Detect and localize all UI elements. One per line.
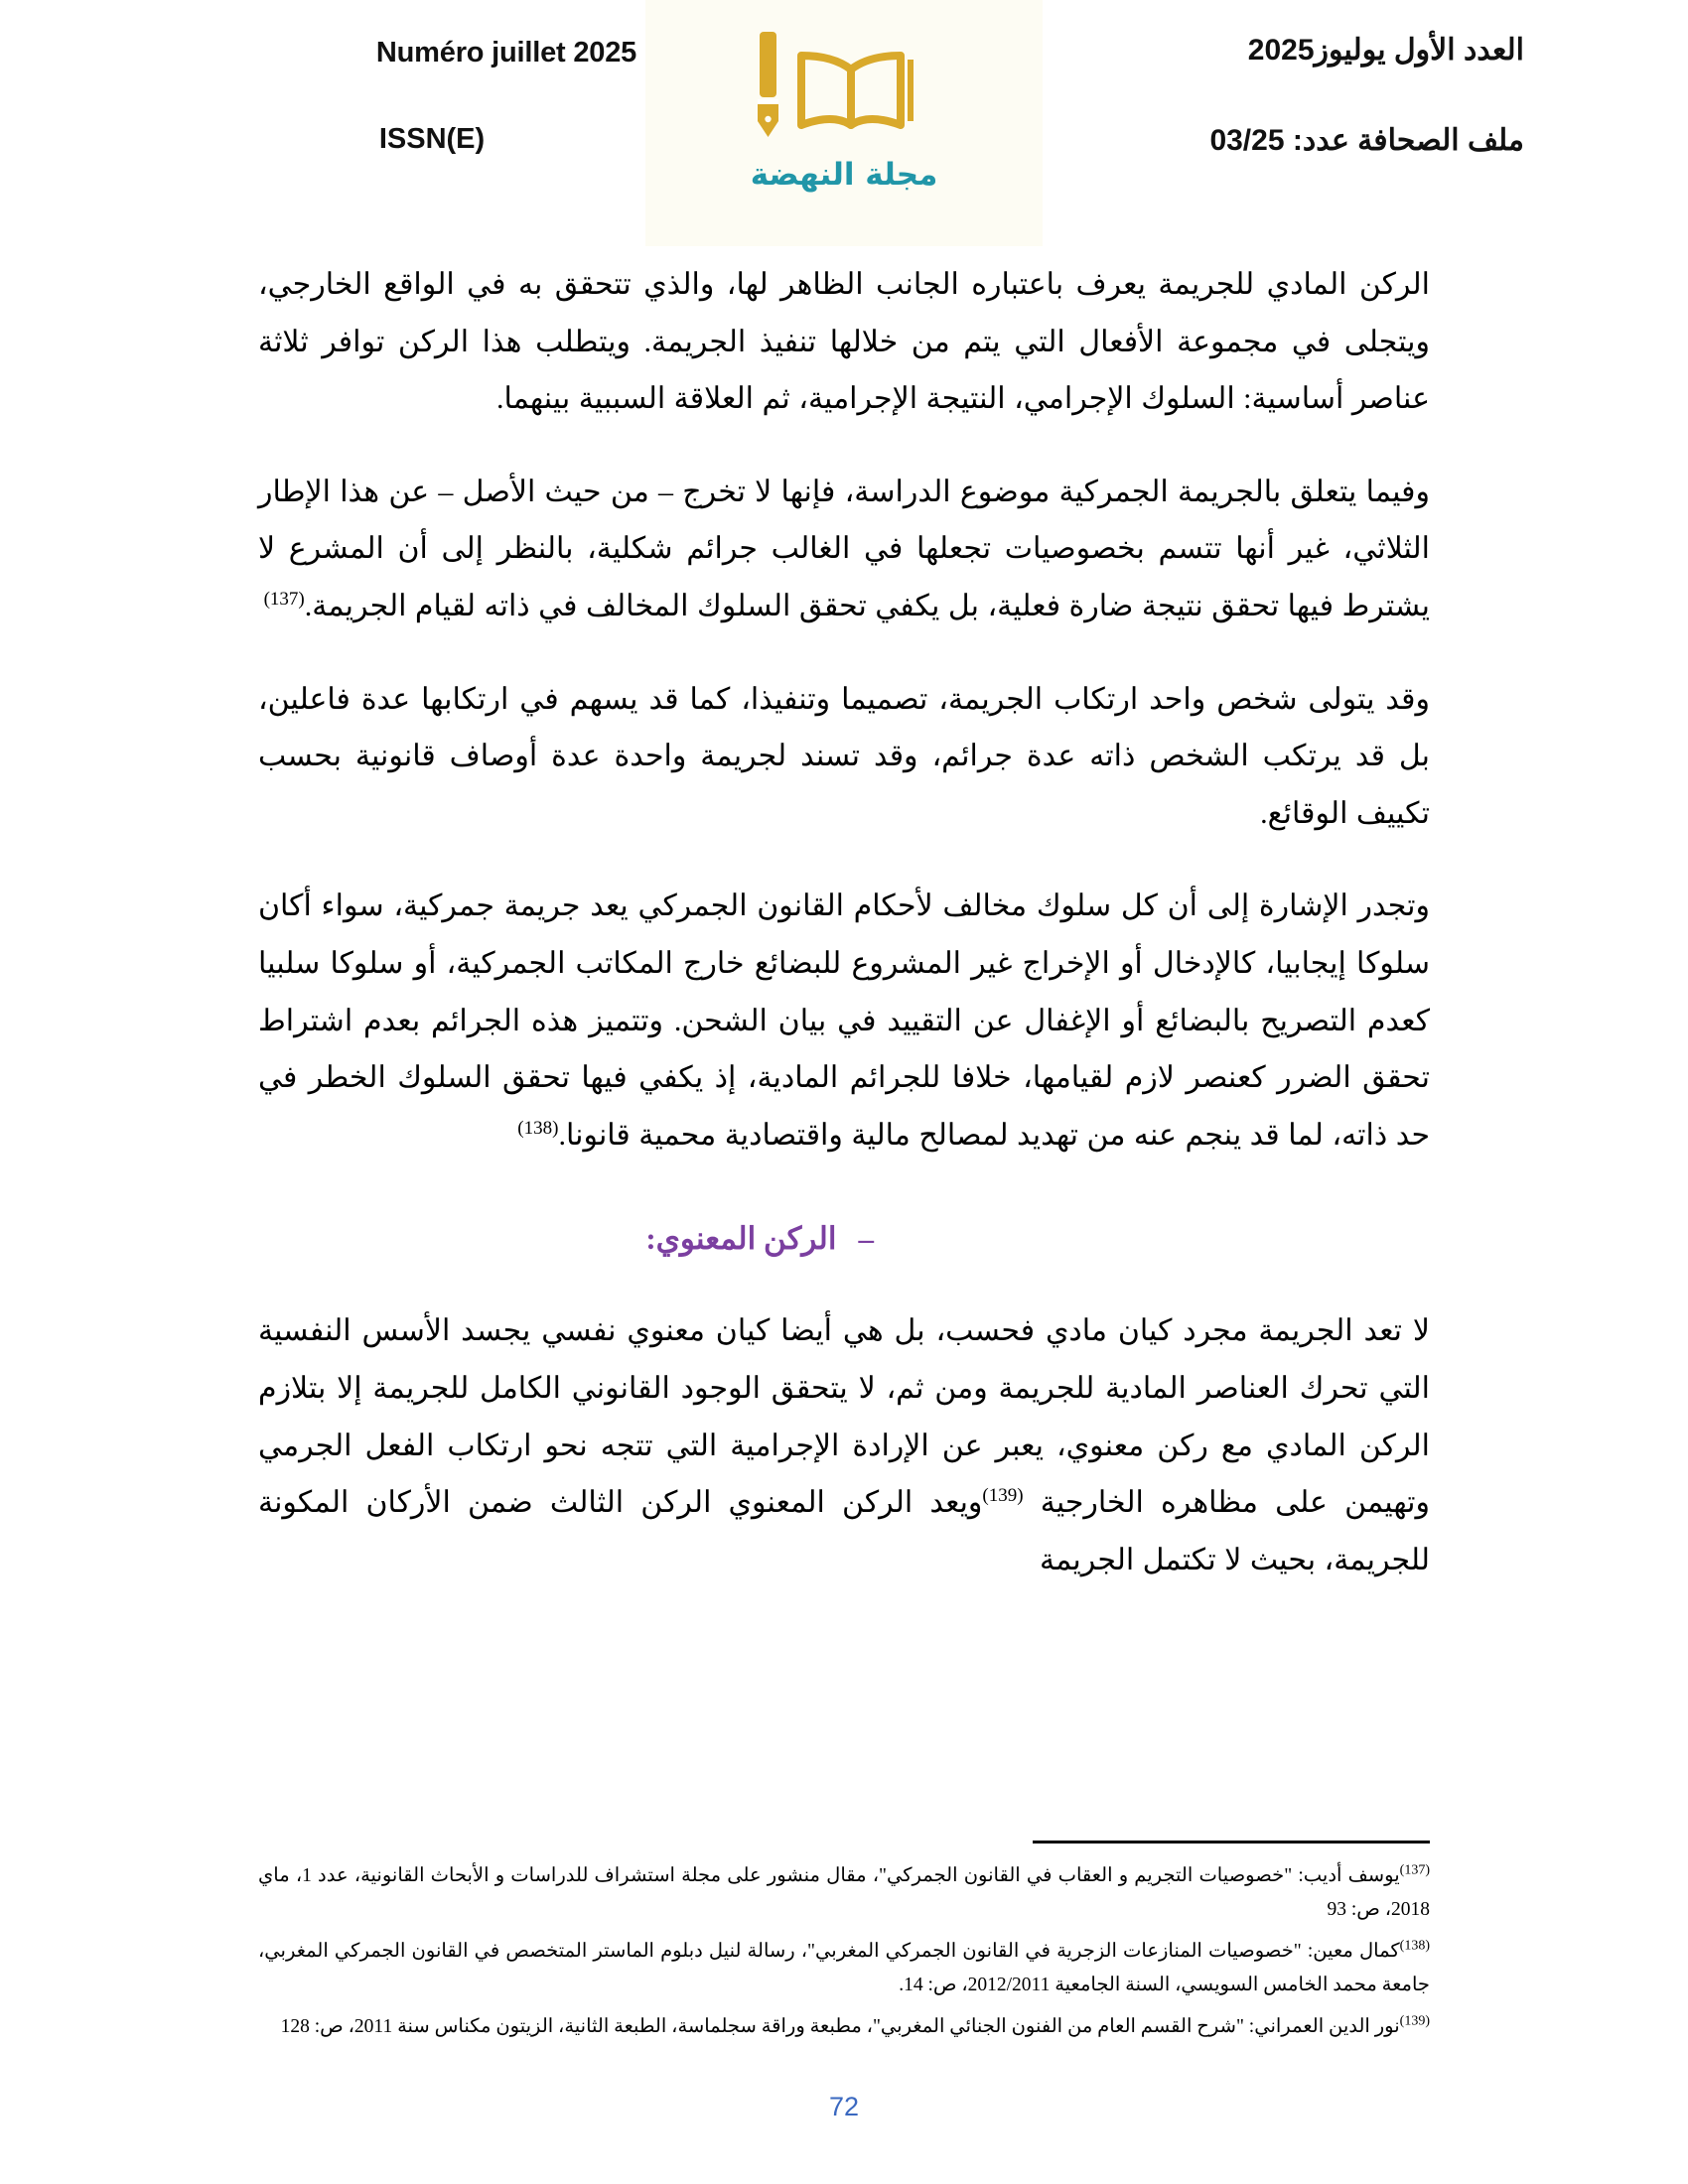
paragraph-1: الركن المادي للجريمة يعرف باعتباره الجانب الظاهر لها، والذي تتحقق به في الواقع الخارجي، ويتجلى في مجموعة الأفعال التي يتم من خلالها تنفيذ الجريمة. ويتطلب هذا الركن توافر ثلاثة عناصر أساسية: السلوك الإجرامي، النتيجة الإجرامية، ثم العلاقة السببية بينهما. bbox=[258, 268, 1430, 416]
header-file-number-arabic: ملف الصحافة عدد: 03/25 bbox=[1209, 124, 1524, 157]
page-header bbox=[0, 0, 1688, 246]
open-book-pen-icon bbox=[730, 26, 958, 155]
heading-label: الركن المعنوي: bbox=[645, 1221, 837, 1257]
logo-caption: مجلة النهضة bbox=[750, 157, 938, 193]
footnote-138 bbox=[258, 1935, 1430, 2001]
footnote-ref-139[interactable]: (139) bbox=[982, 1485, 1024, 1507]
footnote-ref-138[interactable]: (138) bbox=[517, 1117, 559, 1139]
footnote-137-text: يوسف أديب: "خصوصيات التجريم و العقاب في القانون الجمركي"، مقال منشور على مجلة استشراف للدراسات و الأبحاث القانونية، عدد 1، ماي 2018، ص: 93 bbox=[258, 1865, 1430, 1920]
footnote-ref-137[interactable]: (137) bbox=[263, 588, 305, 610]
header-right-block bbox=[1209, 34, 1524, 157]
header-issue-arabic: العدد الأول يوليوز2025 bbox=[1247, 34, 1524, 67]
footnote-138-mark: (138) bbox=[1399, 1938, 1430, 1954]
paragraph-4-text: وتجدر الإشارة إلى أن كل سلوك مخالف لأحكام القانون الجمركي يعد جريمة جمركية، سواء أكان سلوكا إيجابيا، كالإدخال أو الإخراج غير المشروع للبضائع خارج المكاتب الجمركية، أو سلوكا سلبيا كعدم التصريح بالبضائع أو الإغفال عن التقييد في بيان الشحن. وتتميز هذه الجرائم بعدم اشتراط تحقق الضرر كعنصر لازم لقيامها، خلافا للجرائم المادية، إذ يكفي فيها تحقق السلوك الخطر في حد ذاته، لما قد ينجم عنه من تهديد لمصالح مالية واقتصادية محمية قانونا. bbox=[258, 889, 1430, 1152]
header-issn-label: ISSN(E) bbox=[378, 123, 486, 156]
subsection-heading-moral-element bbox=[258, 1221, 1430, 1257]
paragraph-5 bbox=[258, 1302, 1430, 1588]
page-number: 72 bbox=[828, 2092, 860, 2121]
header-issue-latin: Numéro juillet 2025 bbox=[375, 37, 637, 68]
footnote-138-text: كمال معين: "خصوصيات المنازعات الزجرية في القانون الجمركي المغربي"، رسالة لنيل دبلوم الماستر المتخصص في القانون الجمركي المغربي، جامعة محمد الخامس السويسي، السنة الجامعية 2012/2011، ص: 14. bbox=[258, 1941, 1430, 1995]
paragraph-2 bbox=[258, 464, 1430, 635]
footnote-139-text: نور الدين العمراني: "شرح القسم العام من الفنون الجنائي المغربي"، مطبعة وراقة سجلماسة، الطبعة الثانية، الزيتون مكناس سنة 2011، ص: 128 bbox=[280, 2016, 1400, 2038]
footnote-137 bbox=[258, 1859, 1430, 1926]
paragraph-5-tail: ويعد الركن المعنوي الركن الثالث ضمن الأركان المكونة للجريمة، بحيث لا تكتمل الجريمة bbox=[258, 1486, 1430, 1576]
footnote-139 bbox=[258, 2010, 1430, 2044]
paragraph-3: وقد يتولى شخص واحد ارتكاب الجريمة، تصميما وتنفيذا، كما قد يسهم في ارتكابها عدة فاعلين، بل قد يرتكب الشخص ذاته عدة جرائم، وقد تسند لجريمة واحدة عدة أوصاف قانونية بحسب تكييف الوقائع. bbox=[258, 682, 1430, 830]
footnote-area bbox=[258, 1841, 1430, 2053]
paragraph-2-text: وفيما يتعلق بالجريمة الجمركية موضوع الدراسة، فإنها لا تخرج – من حيث الأصل – عن هذا الإطار الثلاثي، غير أنها تتسم بخصوصيات تجعلها في الغالب جرائم شكلية، بالنظر إلى أن المشرع لا يشترط فيها تحقق نتيجة ضارة فعلية، بل يكفي تحقق السلوك المخالف في ذاته لقيام الجريمة. bbox=[258, 475, 1430, 622]
footnote-139-mark: (139) bbox=[1399, 2013, 1430, 2029]
footnote-separator bbox=[1033, 1841, 1430, 1843]
paragraph-4 bbox=[258, 878, 1430, 1163]
paragraph-5-text: لا تعد الجريمة مجرد كيان مادي فحسب، بل هي أيضا كيان معنوي نفسي يجسد الأسس النفسية التي تحرك العناصر المادية للجريمة ومن ثم، لا يتحقق الوجود القانوني الكامل للجريمة إلا بتلازم الركن المادي مع ركن معنوي، يعبر عن الإرادة الإجرامية التي تتجه نحو ارتكاب الفعل الجرمي وتهيمن على مظاهره الخارجية bbox=[258, 1314, 1431, 1520]
document-body bbox=[258, 246, 1430, 1588]
footnote-137-mark: (137) bbox=[1399, 1862, 1430, 1878]
journal-logo bbox=[645, 0, 1043, 246]
heading-dash: – bbox=[858, 1221, 874, 1257]
